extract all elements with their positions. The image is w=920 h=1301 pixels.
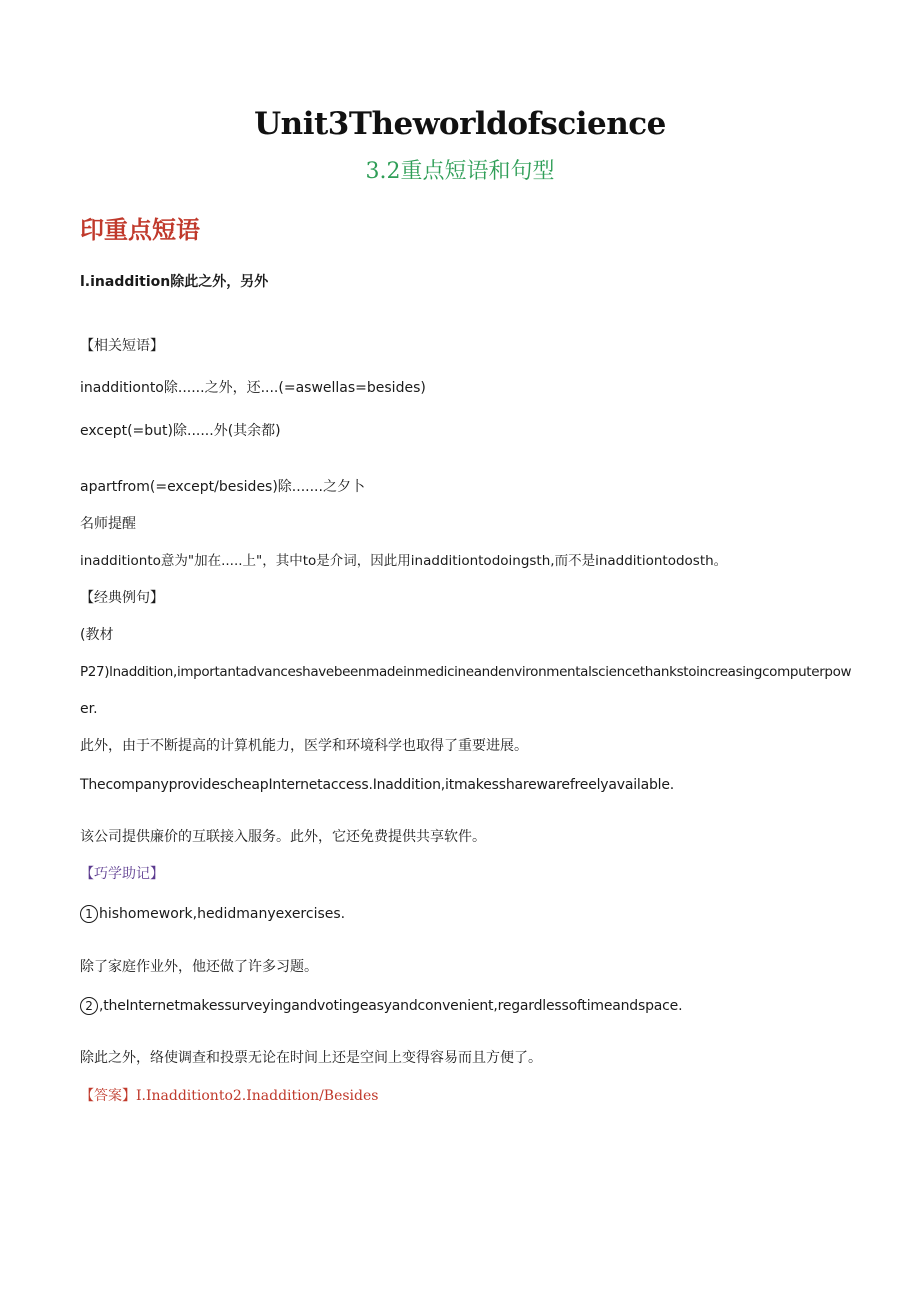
answer-text: I.Inadditionto2.Inaddition/Besides xyxy=(136,1088,379,1104)
related-phrase: apartfrom(=except/besides)除.......之夕卜 xyxy=(80,479,365,495)
exercise-item xyxy=(80,996,682,1016)
section-heading: 印重点短语 xyxy=(80,216,200,244)
example-translation: 该公司提供廉价的互联接入服务。此外，它还免费提供共享软件。 xyxy=(80,829,486,845)
related-phrases-label: 【相关短语】 xyxy=(80,338,164,354)
teacher-tip-text: inadditionto意为"加在.....上"，其中to是介词，因此用inadditiontodoingsth,而不是inadditiontodosth。 xyxy=(80,553,728,569)
page-title: Unit3Theworldofscience xyxy=(254,106,666,142)
related-phrase: inadditionto除......之外，还....(=aswellas=besides) xyxy=(80,380,426,396)
classic-examples-label: 【经典例句】 xyxy=(80,590,164,606)
exercise-sentence: ,theInternetmakessurveyingandvotingeasyandconvenient,regardlessoftimeandspace. xyxy=(99,998,683,1014)
exercise-item xyxy=(80,904,345,924)
example-source: (教材 xyxy=(80,627,114,643)
circled-number: 2 xyxy=(80,997,98,1015)
example-sentence-line: er. xyxy=(80,701,98,717)
answer-line xyxy=(80,1086,378,1106)
teacher-tip-label: 名师提醒 xyxy=(80,516,136,532)
answer-label: 【答案】 xyxy=(80,1088,136,1104)
exercise-translation: 除此之外，络使调查和投票无论在时间上还是空间上变得容易而且方便了。 xyxy=(80,1050,542,1066)
exercise-sentence: hishomework,hedidmanyexercises. xyxy=(99,906,346,922)
memory-tips-label: 【巧学助记】 xyxy=(80,866,164,882)
page-subtitle: 3.2重点短语和句型 xyxy=(365,159,555,184)
example-translation: 此外，由于不断提高的计算机能力，医学和环境科学也取得了重要进展。 xyxy=(80,738,528,754)
example-sentence-line: P27)lnaddition,importantadvanceshavebeenmadeinmedicineandenvironmentalsciencethankstoincreasingcomputerpow xyxy=(80,664,852,680)
exercise-translation: 除了家庭作业外，他还做了许多习题。 xyxy=(80,959,318,975)
circled-number: 1 xyxy=(80,905,98,923)
phrase-heading: l.inaddition除此之外，另外 xyxy=(80,274,269,290)
example-sentence: ThecompanyprovidescheapInternetaccess.Inaddition,itmakessharewarefreelyavailable. xyxy=(80,777,675,793)
related-phrase: except(=but)除......外(其余都) xyxy=(80,423,281,439)
